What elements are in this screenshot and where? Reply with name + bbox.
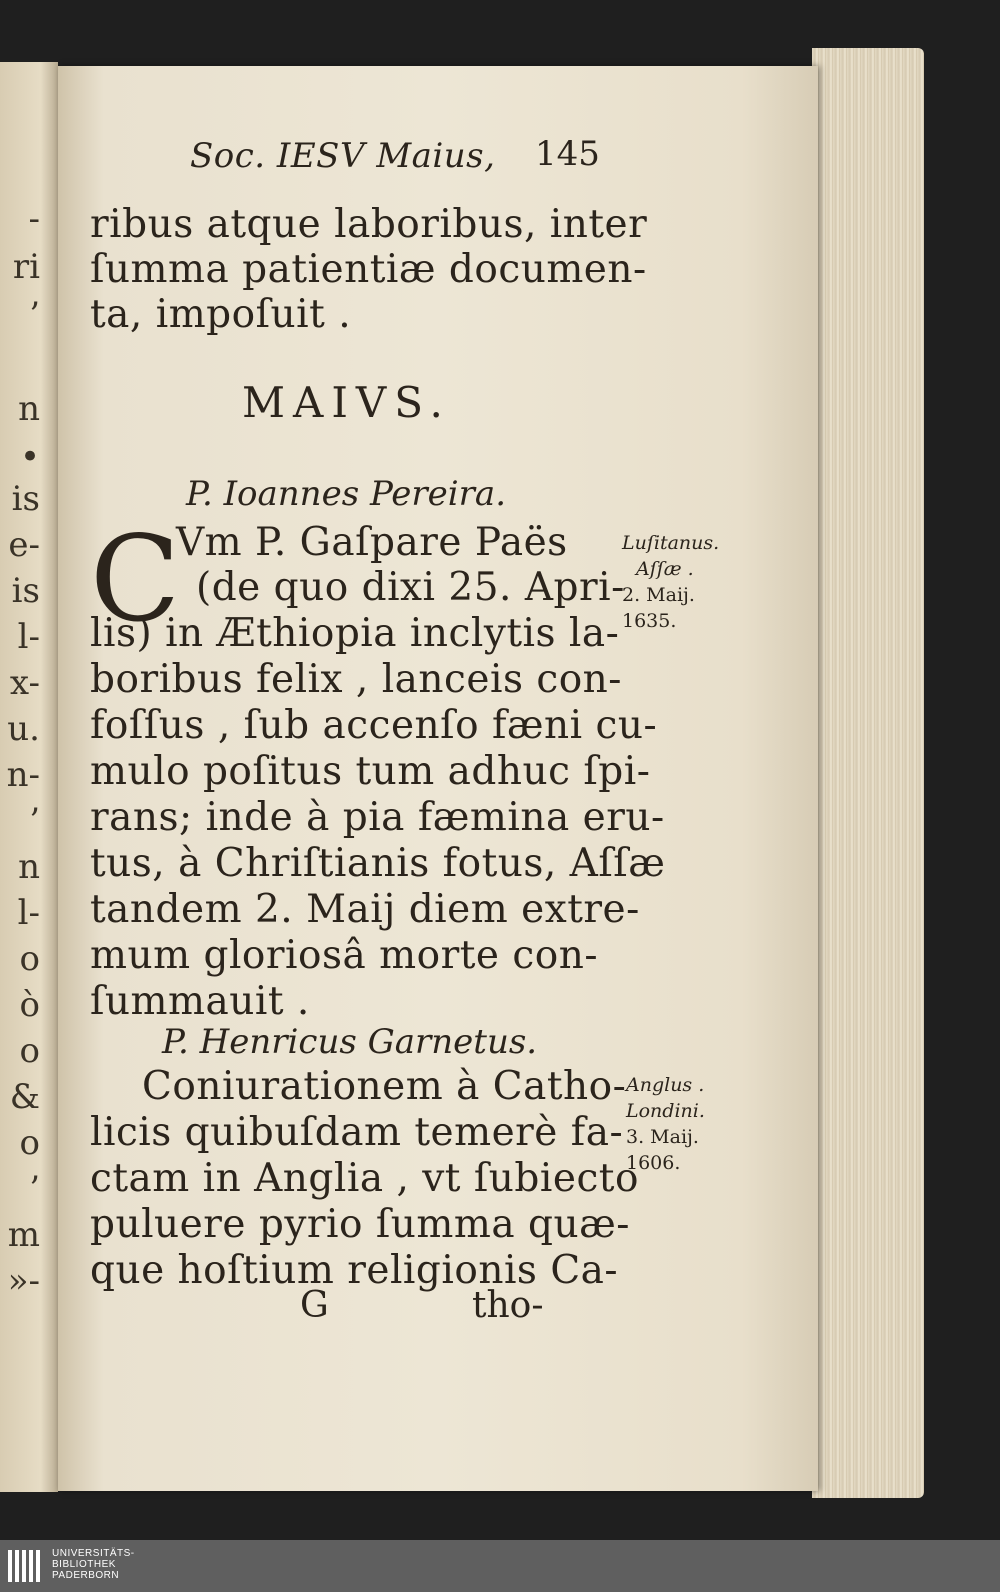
margin-note-line: 2. Maij.: [622, 584, 695, 606]
edge-text: ri: [12, 247, 40, 287]
margin-note-line: Luſitanus.: [622, 532, 720, 554]
edge-text: »-: [7, 1261, 40, 1301]
entry-heading: P. Henricus Garnetus.: [162, 1022, 538, 1062]
edge-text: is: [11, 479, 40, 519]
library-name: [52, 1548, 135, 1581]
margin-note: [626, 1072, 705, 1176]
margin-note-line: Aſſæ .: [636, 558, 694, 580]
edge-text: o: [19, 939, 40, 979]
text-line: ta, impoſuit .: [90, 292, 352, 337]
edge-text: ’: [29, 295, 40, 335]
edge-text: x-: [9, 663, 40, 703]
section-title: MAIVS.: [242, 378, 451, 427]
margin-note-line: 1635.: [622, 610, 677, 632]
edge-text: n-: [6, 755, 40, 795]
page-block-edges: [812, 48, 924, 1498]
text-line: mum gloriosâ morte con-: [90, 933, 599, 978]
text-line: licis quibuſdam temerè fa-: [90, 1110, 624, 1155]
edge-text: l-: [17, 893, 40, 933]
edge-text: &: [9, 1077, 40, 1117]
margin-note-line: 3. Maij.: [626, 1126, 699, 1148]
text-line: tandem 2. Maij diem extre-: [90, 887, 640, 932]
edge-text: e-: [8, 525, 40, 565]
library-name-line: BIBLIOTHEK: [52, 1559, 116, 1570]
text-line: ribus atque laboribus, inter: [90, 202, 648, 247]
text-line: ctam in Anglia , vt ſubiecto: [90, 1156, 639, 1201]
margin-note-line: Londini.: [626, 1100, 705, 1122]
margin-note: [622, 530, 719, 634]
text-line: foſſus , ſub accenſo fæni cu-: [90, 703, 658, 748]
university-library-logo-icon: [6, 1546, 46, 1586]
drop-cap: C: [90, 510, 181, 648]
text-line: ſummauit .: [90, 979, 310, 1024]
edge-text: ’: [29, 801, 40, 841]
text-line: puluere pyrio ſumma quæ-: [90, 1202, 630, 1247]
text-line: rans; inde à pia fæmina eru-: [90, 795, 665, 840]
edge-text: n: [18, 847, 40, 887]
edge-text: is: [11, 571, 40, 611]
margin-note-line: 1606.: [626, 1152, 681, 1174]
library-footer: [0, 1540, 1000, 1592]
edge-text: o: [19, 1031, 40, 1071]
text-line: boribus felix , lanceis con-: [90, 657, 622, 702]
text-line: ſumma patientiæ documen-: [90, 247, 647, 292]
running-head: Soc. IESV Maius,: [190, 136, 496, 176]
edge-text: ’: [29, 1169, 40, 1209]
page-number: 145: [535, 134, 600, 174]
text-line: que hoſtium religionis Ca-: [90, 1248, 619, 1293]
text-line: tus, à Chriſtianis fotus, Aſſæ: [90, 841, 666, 886]
edge-text: u.: [7, 709, 40, 749]
text-line: Coniurationem à Catho-: [142, 1064, 627, 1109]
library-name-line: UNIVERSITÄTS-: [52, 1548, 135, 1559]
library-name-line: PADERBORN: [52, 1570, 120, 1581]
signature-mark: G: [300, 1285, 329, 1326]
edge-text: o: [19, 1123, 40, 1163]
edge-text: -: [28, 199, 40, 239]
edge-text: l-: [17, 617, 40, 657]
edge-text: m: [7, 1215, 40, 1255]
left-page-edge: [0, 62, 58, 1492]
edge-text: n: [18, 389, 40, 429]
text-line: lis) in Æthiopia inclytis la-: [90, 611, 620, 656]
entry-heading: P. Ioannes Pereira.: [186, 474, 506, 514]
text-line: (de quo dixi 25. Apri-: [196, 565, 625, 610]
margin-note-line: Anglus .: [626, 1074, 705, 1096]
catchword: tho-: [472, 1285, 544, 1326]
edge-text: •: [19, 437, 40, 477]
text-line: Vm P. Gaſpare Paës: [176, 520, 568, 565]
edge-text: ò: [19, 985, 40, 1025]
text-line: mulo poſitus tum adhuc ſpi-: [90, 749, 651, 794]
